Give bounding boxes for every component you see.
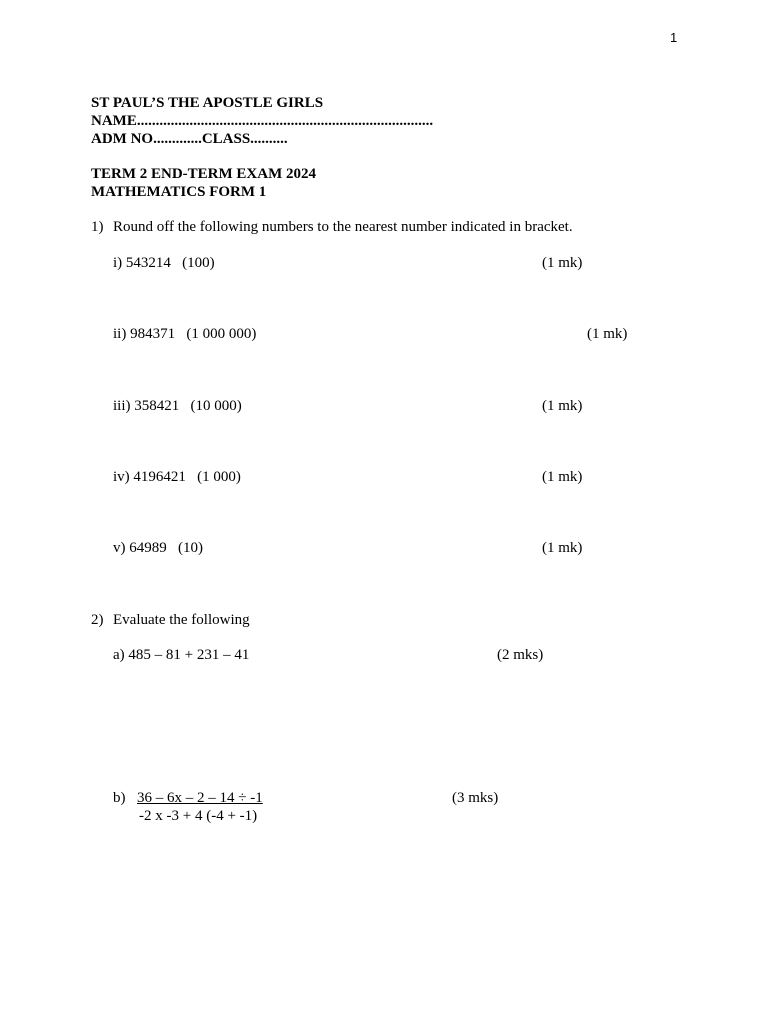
subject-title: MATHEMATICS FORM 1 — [91, 184, 267, 200]
question-2-part-b-marks: (3 mks) — [452, 790, 499, 806]
question-1-text: Round off the following numbers to the nearest number indicated in bracket. — [113, 219, 573, 235]
adm-class-field: ADM NO.............CLASS.......... — [91, 131, 288, 147]
question-1-part-ii-marks: (1 mk) — [587, 326, 628, 342]
question-1-part-ii: ii) 984371 (1 000 000) — [113, 326, 257, 342]
question-1-part-i: i) 543214 (100) — [113, 255, 215, 271]
question-2-text: Evaluate the following — [113, 612, 250, 628]
question-2-part-a: a) 485 – 81 + 231 – 41 — [113, 647, 250, 663]
school-name: ST PAUL’S THE APOSTLE GIRLS — [91, 95, 324, 111]
question-1-number: 1) — [91, 219, 104, 235]
page-number: 1 — [670, 30, 678, 45]
question-2-part-a-marks: (2 mks) — [497, 647, 544, 663]
question-2-part-b-label: b) — [113, 790, 126, 806]
question-1-part-iii-marks: (1 mk) — [542, 398, 583, 414]
question-1-part-v-marks: (1 mk) — [542, 540, 583, 556]
question-1-part-v: v) 64989 (10) — [113, 540, 203, 556]
question-1-part-iv-marks: (1 mk) — [542, 469, 583, 485]
student-name-field: NAME............................................................................... — [91, 113, 434, 129]
exam-title: TERM 2 END-TERM EXAM 2024 — [91, 166, 316, 182]
question-1-part-iv: iv) 4196421 (1 000) — [113, 469, 241, 485]
question-2-number: 2) — [91, 612, 104, 628]
question-1-part-i-marks: (1 mk) — [542, 255, 583, 271]
question-1-part-iii: iii) 358421 (10 000) — [113, 398, 242, 414]
question-2-part-b-numerator: 36 – 6x – 2 – 14 ÷ -1 — [137, 790, 263, 806]
question-2-part-b-denominator: -2 x -3 + 4 (-4 + -1) — [139, 808, 258, 824]
